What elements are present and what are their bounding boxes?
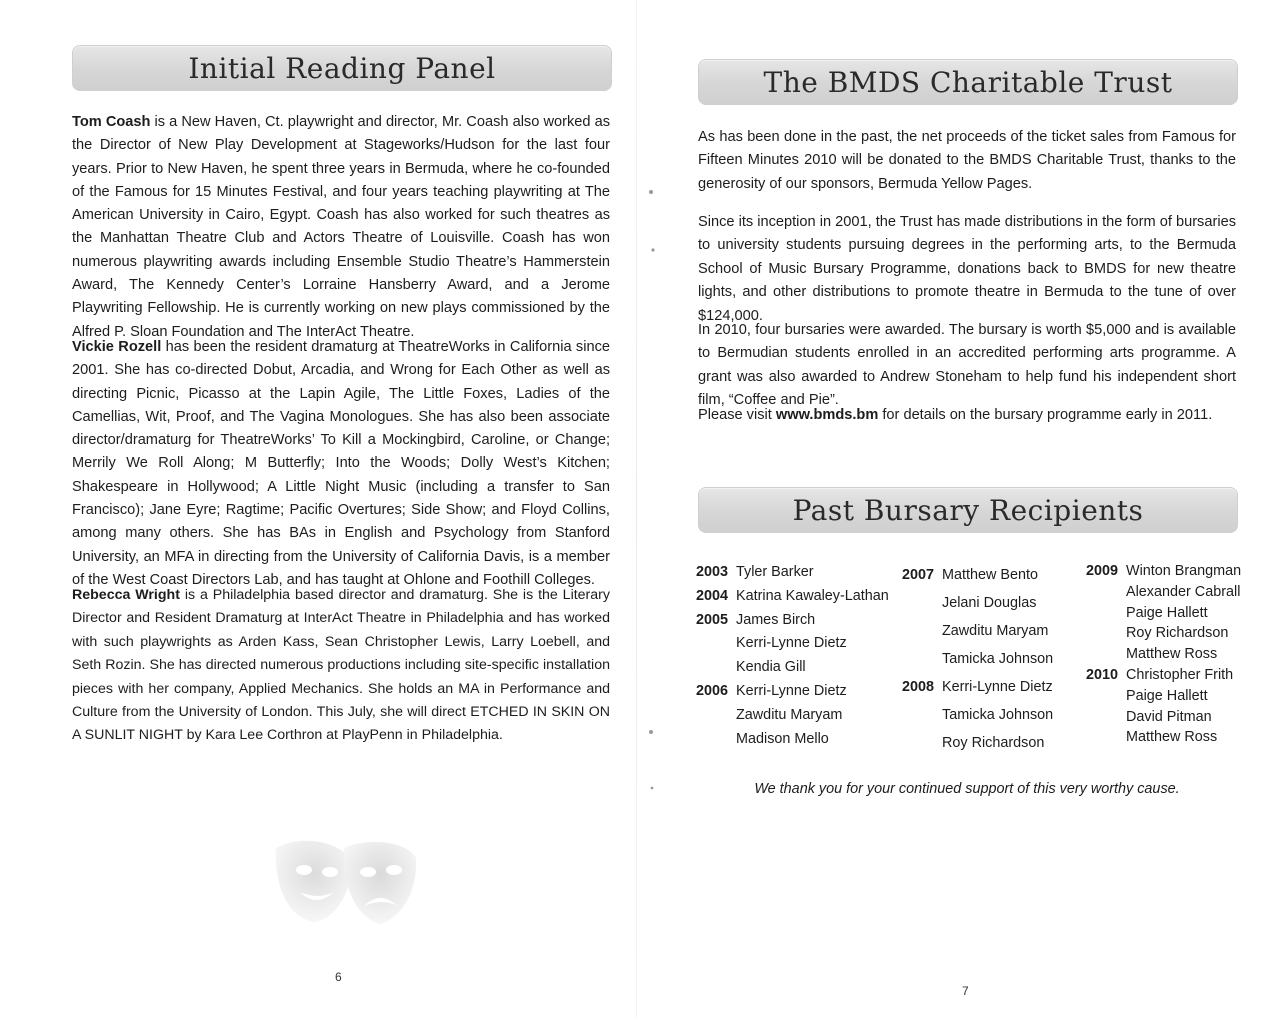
recipient-name: Tyler Barker (736, 564, 814, 580)
recipient-name: Roy Richardson (1126, 625, 1229, 642)
recipient-year: 2010 (1086, 666, 1119, 683)
bio-name: Rebecca Wright (72, 587, 180, 603)
page-number-left: 6 (335, 970, 342, 984)
recipient-name: Kendia Gill (736, 659, 806, 676)
recipient-year-group (1086, 561, 1246, 665)
recipient-name: Winton Brangman (1126, 563, 1242, 579)
recipient-year: 2007 (902, 567, 935, 583)
recipient-year-group (696, 609, 896, 680)
recipient-year: 2003 (696, 564, 729, 580)
recipient-name: Alexander Cabrall (1126, 583, 1241, 600)
bmds-website-link[interactable]: www.bmds.bm (775, 407, 879, 423)
recipient-name: Matthew Bento (942, 567, 1038, 583)
trust-banner (698, 59, 1238, 105)
recipients-banner (698, 487, 1238, 533)
recipient-name: Jelani Douglas (942, 595, 1037, 611)
recipient-name: Kerri-Lynne Dietz (942, 679, 1053, 695)
recipient-year-group (1086, 665, 1246, 748)
theatre-masks-icon (256, 830, 426, 930)
recipient-name: David Pitman (1126, 708, 1212, 725)
bio-text: has been the resident dramaturg at TheatreWorks in California since 2001. She has co-directed Dobut, Arcadia, and Wrong for Each Other as well as directing Picnic, Picasso at the Lapin Agile, The Little Foxes, Ladies of the Camellias, Wit, Proof, and The Vagina Monologues. She has also been associate director/dramaturg for TheatreWorks’ To Kill a Mockingbird, Caroline, or Change; Merrily We Roll Along; M Butterfly; Into the Woods; Dolly West’s Kitchen; Shakespeare in Hollywood; A Little Night Music (including a transfer to San Francisco); Jane Eyre; Ragtime; Pacific Overtures; Side Show; and Floyd Collins, among many others. She has BAs in English and Psychology from Stanford University, an MFA in directing from the University of California Davis, is a member of the West Coast Directors Lab, and has taught at Ohlone and Foothill Colleges. (72, 339, 610, 588)
recipient-name: Kerri-Lynne Dietz (736, 635, 847, 652)
recipient-name: Kerri-Lynne Dietz (736, 682, 847, 699)
recipients-title: Past Bursary Recipients (792, 493, 1144, 527)
recipient-year: 2005 (696, 611, 729, 628)
recipients-column-3 (1086, 561, 1246, 748)
trust-paragraph-3: In 2010, four bursaries were awarded. The bursary is worth $5,000 and is available to Bermudian students enrolled in an accredited performing arts programme. A grant was also awarded to Andrew Stoneham to help fund his independent short film, “Coffee and Pie”. (698, 322, 1236, 409)
trust-title: The BMDS Charitable Trust (763, 65, 1173, 99)
recipient-name: Katrina Kawaley-Lathan (736, 587, 889, 604)
page-number-right: 7 (962, 984, 969, 998)
recipient-year: 2009 (1086, 563, 1119, 579)
recipient-year-group (696, 585, 896, 609)
reading-panel-banner (72, 45, 612, 91)
recipients-column-1 (696, 561, 896, 751)
bio-rebecca-wright (72, 584, 610, 748)
recipient-name: Tamicka Johnson (942, 707, 1054, 723)
recipients-column-2 (902, 561, 1082, 757)
recipient-name: Roy Richardson (942, 735, 1045, 751)
trust-paragraph-1: As has been done in the past, the net proceeds of the ticket sales from Famous for Fifteen Minutes 2010 will be donated to the BMDS Charitable Trust, thanks to the generosity of our sponsors, Bermuda Yellow Pages. (698, 129, 1236, 192)
trust-paragraph-4 (698, 404, 1236, 427)
visit-suffix: for details on the bursary programme early in 2011. (878, 407, 1213, 423)
recipient-year-group (696, 561, 896, 585)
right-page (637, 0, 1272, 1018)
recipient-year-group (696, 680, 896, 751)
bio-tom-coash (72, 111, 610, 344)
recipient-name: Madison Mello (736, 730, 829, 747)
recipient-year-group (902, 561, 1082, 673)
thanks-note: We thank you for your continued support of this very worthy cause. (754, 781, 1180, 797)
recipient-name: James Birch (736, 611, 816, 628)
bio-name: Vickie Rozell (72, 339, 162, 355)
recipient-year: 2006 (696, 682, 729, 699)
recipient-name: Zawditu Maryam (736, 706, 843, 723)
recipient-name: Tamicka Johnson (942, 651, 1054, 667)
visit-prefix: Please visit (698, 407, 776, 423)
recipient-year-group (902, 673, 1082, 757)
recipient-name: Paige Hallett (1126, 687, 1208, 704)
bio-vickie-rozell (72, 336, 610, 592)
recipient-name: Paige Hallett (1126, 604, 1208, 621)
bio-text: is a New Haven, Ct. playwright and director, Mr. Coash also worked as the Director of New Play Development at Stageworks/Hudson for the last four years. Prior to New Haven, he spent three years in Bermuda, where he co-founded of the Famous for 15 Minutes Festival, and four years teaching playwriting at The American University in Cairo, Egypt. Coash has also worked for such theatres as the Manhattan Theatre Club and Actors Theatre of Louisville. Coash has won numerous playwriting awards including Ensemble Studio Theatre’s Hammerstein Award, The Kennedy Center’s Lorraine Hansberry Award, and a Jerome Playwriting Fellowship. He is currently working on new plays commissioned by the Alfred P. Sloan Foundation and The InterAct Theatre. (72, 114, 610, 340)
recipient-name: Matthew Ross (1126, 729, 1218, 746)
recipient-year: 2008 (902, 679, 935, 695)
recipient-year: 2004 (696, 587, 729, 604)
recipient-name: Zawditu Maryam (942, 623, 1049, 639)
trust-paragraph-2: Since its inception in 2001, the Trust has made distributions in the form of bursaries to university students pursuing degrees in the performing arts, to the Bermuda School of Music Bursary Programme, donations back to BMDS for new theatre lights, and other distributions to promote theatre in Bermuda to the tune of over $124,000. (698, 214, 1236, 324)
bio-name: Tom Coash (72, 114, 151, 130)
reading-panel-title: Initial Reading Panel (188, 51, 496, 85)
bio-text: is a Philadelphia based director and dramaturg. She is the Literary Director and Resident Dramaturg at InterAct Theatre in Philadelphia and has worked with such playwrights as Arden Kass, Sean Christopher Lewis, Larry Loebell, and Seth Rozin. She has directed numerous productions including site-specific installation pieces with her company, Applied Mechanics. She holds an MA in Performance and Culture from the University of London. This July, she will direct ETCHED IN SKIN ON A SUNLIT NIGHT by Kara Lee Corthron at PlayPenn in Philadelphia. (72, 587, 610, 744)
recipient-name: Matthew Ross (1126, 646, 1218, 663)
recipient-name: Christopher Frith (1126, 666, 1234, 683)
